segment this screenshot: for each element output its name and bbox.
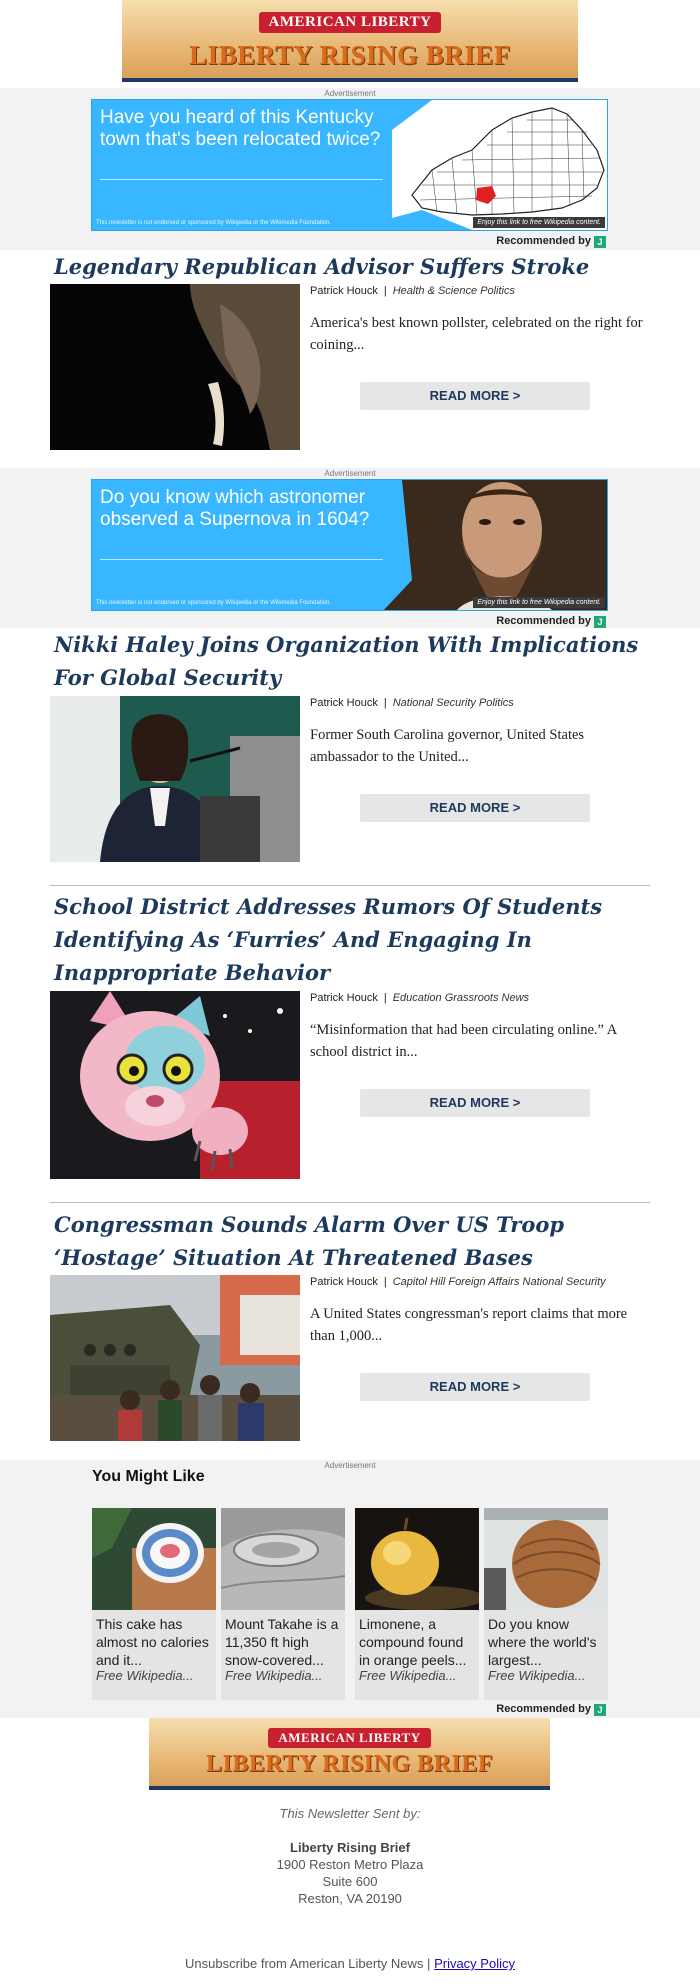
troops-thumbnail[interactable] [50,1275,300,1441]
american-liberty-logo: AMERICAN LIBERTY [149,1728,550,1748]
taboola-icon: J [594,616,606,628]
read-more-button[interactable]: READ MORE > [360,794,590,822]
excerpt: A United States congressman's report claims that more than 1,000... [310,1306,628,1344]
ad-disclaimer: This newsletter is not endorsed or sponsored by Wikipedia or the Wikimedia Foundation. [96,600,332,606]
taboola-icon: J [594,236,606,248]
ad-label: Advertisement [324,89,376,98]
liberty-rising-brief-logo: LIBERTY RISING BRIEF [189,40,511,70]
card-source: Free Wikipedia... [488,1668,586,1683]
excerpt: America's best known pollster, celebrated on the right for coining... [310,315,643,353]
nikki-haley-thumbnail[interactable] [50,696,300,862]
ad-astronomer[interactable] [91,479,608,611]
recommendation-card[interactable] [221,1508,345,1700]
limonene-image [355,1508,479,1610]
byline: Patrick Houck | Education Grassroots News [310,992,530,1004]
ad-question: Do you know which astronomer observed a Supernova in 1604? [100,487,370,530]
recommendation-card[interactable] [92,1508,216,1700]
largest-ball-image [484,1508,608,1610]
read-more-button[interactable]: READ MORE > [360,1373,590,1401]
ad-label: Advertisement [324,469,376,478]
you-might-like-title: You Might Like [92,1468,205,1485]
byline: Patrick Houck | Health & Science Politics [310,285,515,297]
ad-disclaimer: This newsletter is not endorsed or sponsored by Wikipedia or the Wikimedia Foundation. [96,220,332,226]
ad-question: Have you heard of this Kentucky town that's been relocated twice? [100,107,381,150]
address-line: 1900 Reston Metro Plaza [276,1857,424,1872]
cake-image [92,1508,216,1610]
read-more-button[interactable]: READ MORE > [360,382,590,410]
author[interactable]: Patrick Houck [310,697,378,709]
elephant-thumbnail[interactable] [50,284,300,450]
recommendation-card[interactable] [355,1508,479,1700]
card-source: Free Wikipedia... [225,1668,323,1683]
kentucky-map-image [392,100,608,231]
article-title[interactable]: Congressman Sounds Alarm Over US Troop ‘Hostage’ Situation At Threatened Bases [54,1212,565,1270]
privacy-policy-link[interactable]: Privacy Policy [434,1956,515,1971]
category[interactable]: Capitol Hill Foreign Affairs National Security [392,1276,606,1288]
footer-links [0,1956,700,1971]
author[interactable]: Patrick Houck [310,992,378,1004]
article-title[interactable]: School District Addresses Rumors Of Students Identifying As ‘Furries’ And Engaging In Inappropriate Behavior [54,894,603,985]
unsubscribe-link[interactable]: Unsubscribe from American Liberty News [185,1956,424,1971]
header-banner[interactable] [122,0,578,82]
category[interactable]: Education Grassroots News [392,992,530,1004]
category[interactable]: National Security Politics [392,697,514,709]
divider [50,1202,650,1203]
taboola-icon: J [594,1704,606,1716]
card-text: This cake has almost no calories and it... [96,1616,209,1668]
american-liberty-logo: AMERICAN LIBERTY [122,12,578,33]
ad-rule [100,559,383,560]
excerpt: Former South Carolina governor, United States ambassador to the United... [310,727,585,765]
read-more-button[interactable]: READ MORE > [360,1089,590,1117]
kepler-portrait-image [382,480,608,611]
article-title[interactable]: Legendary Republican Advisor Suffers Stroke [54,254,590,279]
ad-label: Advertisement [324,1461,376,1470]
footer-separator: | [427,1956,431,1971]
ad-kentucky[interactable] [91,99,608,231]
ad-enjoy-note: Enjoy this link to free Wikipedia content. [473,217,605,228]
recommended-by[interactable]: Recommended by J [496,235,606,248]
card-text: Limonene, a compound found in orange peels... [359,1616,467,1668]
sender-name: Liberty Rising Brief [290,1840,410,1855]
byline: Patrick Houck | Capitol Hill Foreign Affairs National Security [310,1276,606,1288]
furry-costume-thumbnail[interactable] [50,991,300,1179]
author[interactable]: Patrick Houck [310,1276,378,1288]
recommended-by[interactable]: Recommended by J [496,1703,606,1716]
footer-banner[interactable] [149,1718,550,1790]
byline: Patrick Houck | National Security Politics [310,697,514,709]
card-source: Free Wikipedia... [359,1668,457,1683]
card-text: Do you know where the world's largest... [488,1616,597,1668]
card-source: Free Wikipedia... [96,1668,194,1683]
card-text: Mount Takahe is a 11,350 ft high snow-covered... [225,1616,339,1668]
excerpt: “Misinformation that had been circulating online.” A school district in... [310,1022,617,1060]
recommendation-card[interactable] [484,1508,608,1700]
liberty-rising-brief-logo: LIBERTY RISING BRIEF [205,1751,493,1777]
article-title[interactable]: Nikki Haley Joins Organization With Implications For Global Security [54,632,639,690]
ad-rule [100,179,383,180]
recommended-by[interactable]: Recommended by J [496,615,606,628]
sent-by-label: This Newsletter Sent by: [279,1806,421,1821]
ad-enjoy-note: Enjoy this link to free Wikipedia content. [473,597,605,608]
address-line: Reston, VA 20190 [298,1891,402,1906]
address-line: Suite 600 [322,1874,378,1889]
divider [50,885,650,886]
author[interactable]: Patrick Houck [310,285,378,297]
category[interactable]: Health & Science Politics [392,285,515,297]
mount-takahe-image [221,1508,345,1610]
